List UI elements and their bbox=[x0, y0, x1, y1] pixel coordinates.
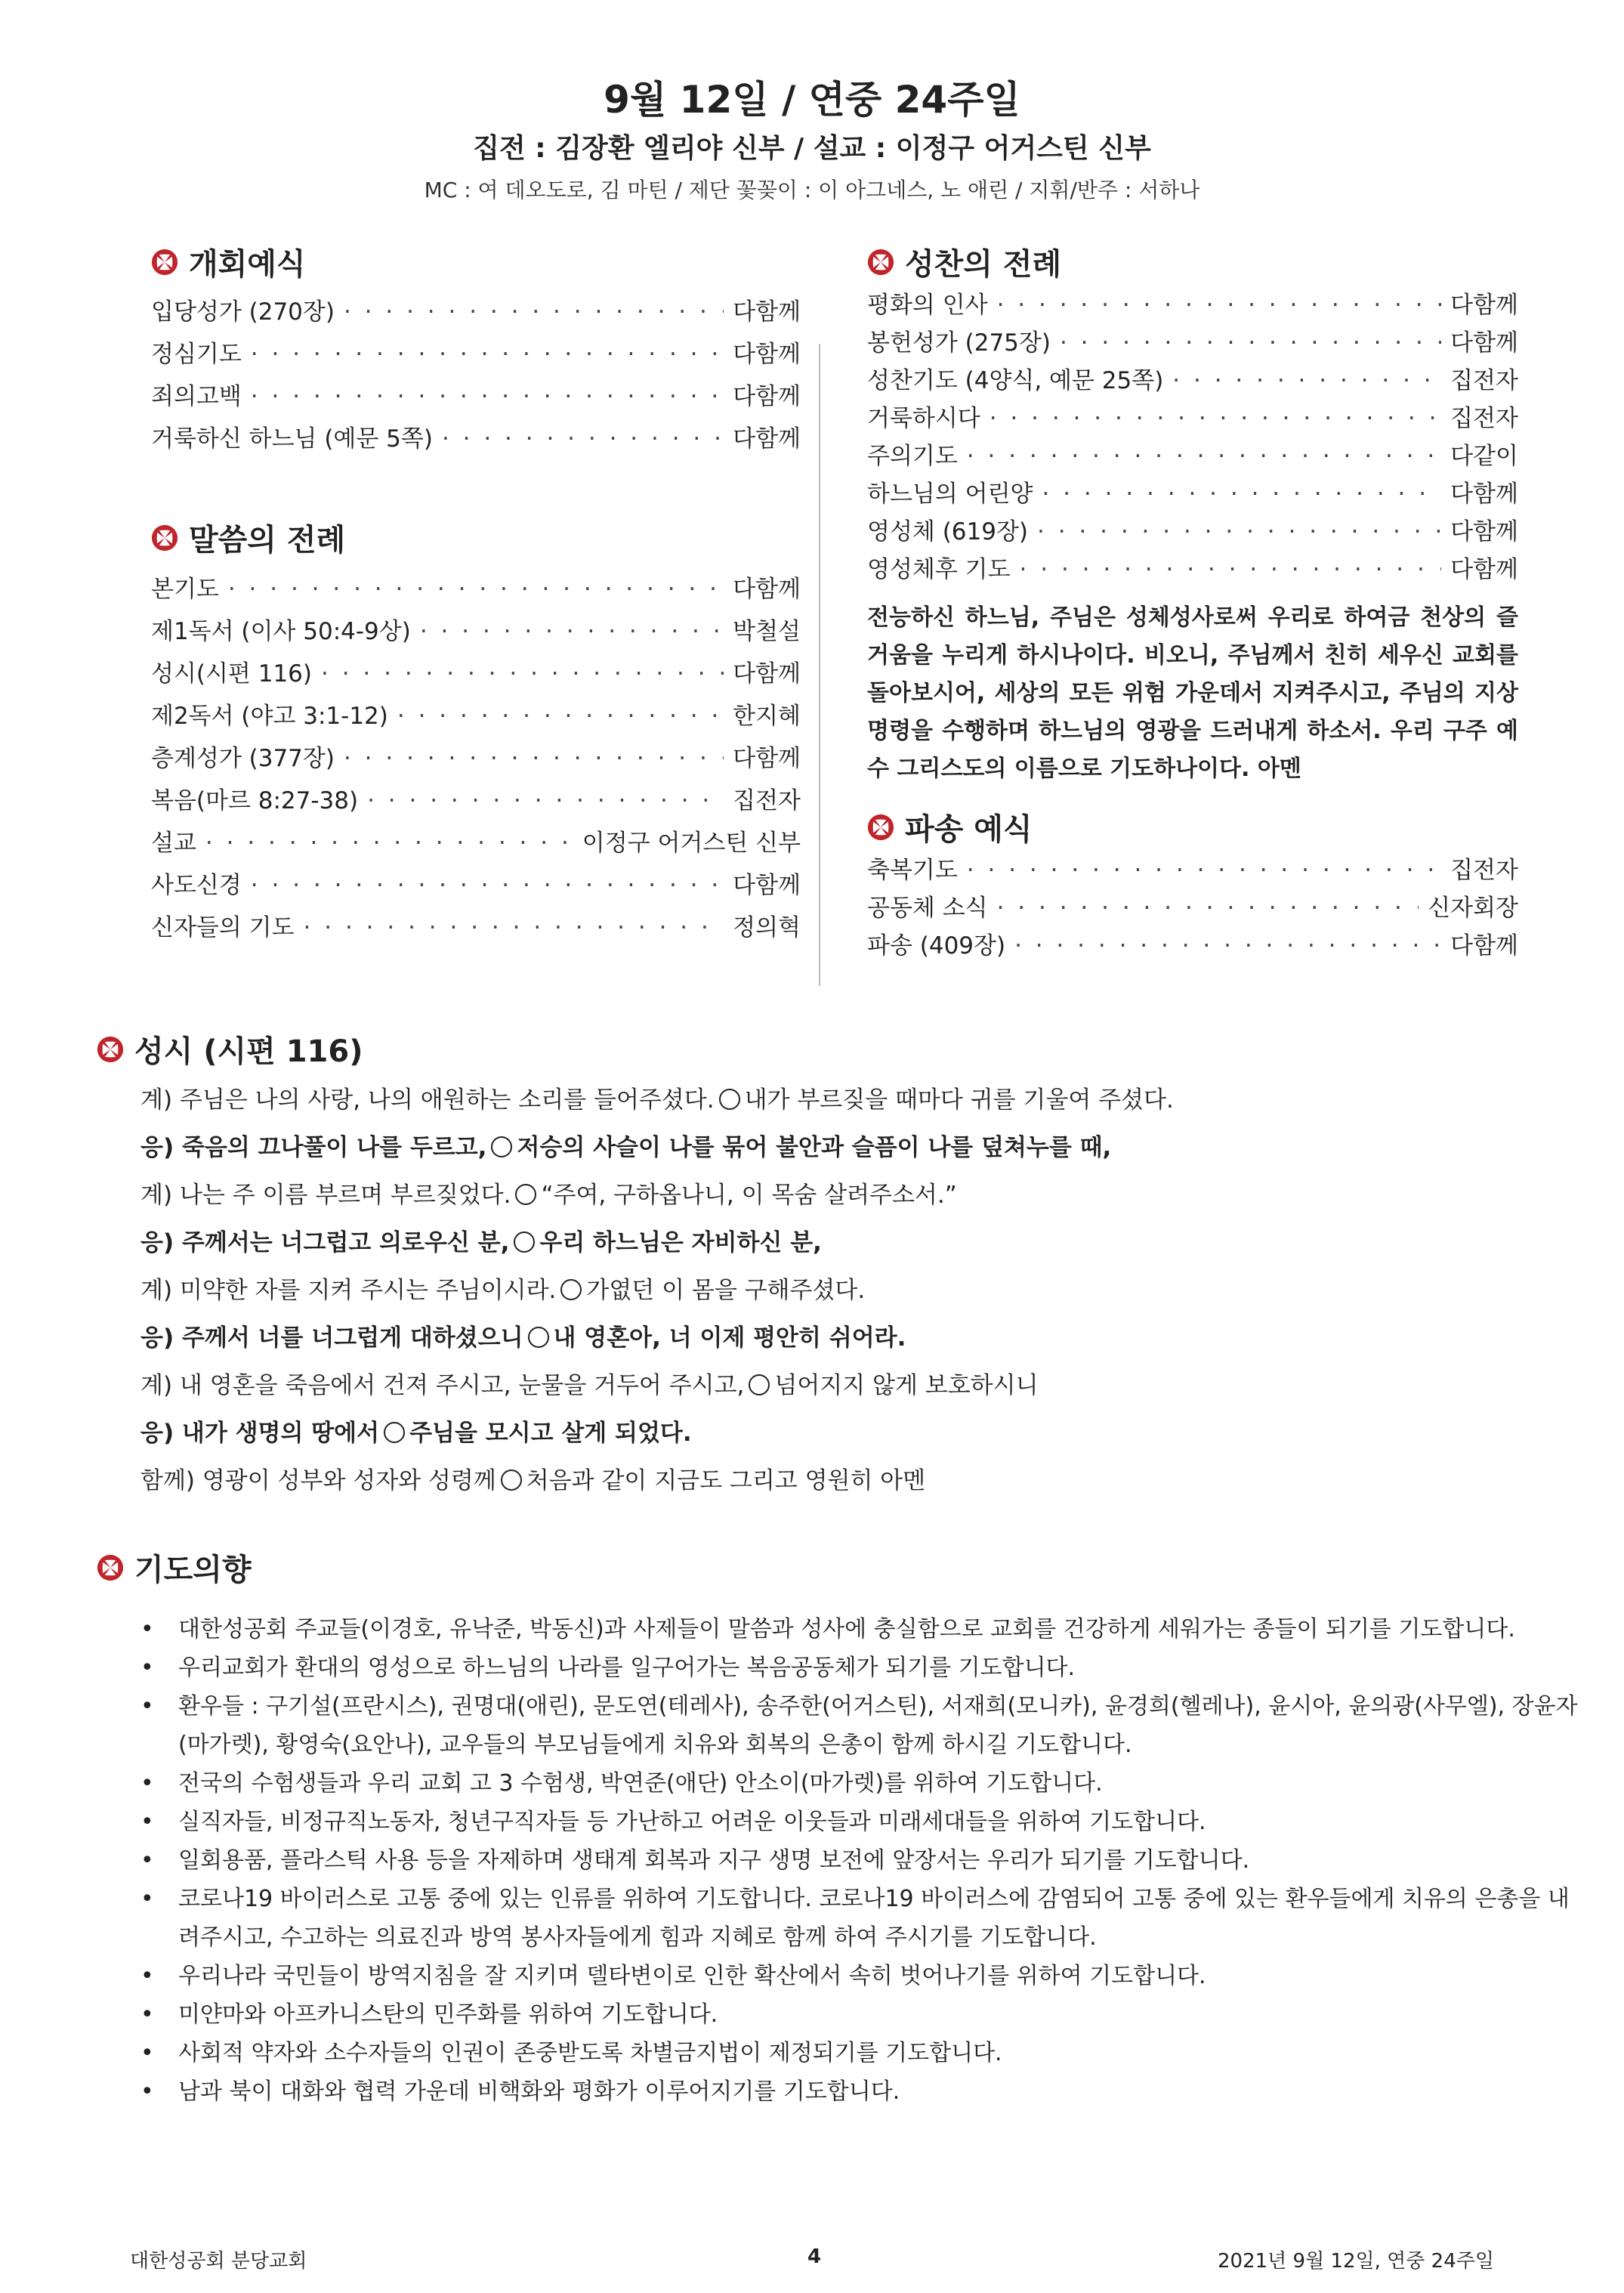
dismissal-heading bbox=[867, 805, 1518, 848]
psalm-heading-text: 성시 (시편 116) bbox=[134, 1034, 363, 1069]
psalm-text-b: 저승의 사슬이 나를 묶어 불안과 슬픔이 나를 덮쳐누를 때, bbox=[517, 1134, 1112, 1161]
cross-icon bbox=[867, 249, 894, 276]
intention-item: • 실직자들, 비정규직노동자, 청년구직자들 등 가난하고 어려운 이웃들과 미래세대들을 위하여 기도합니다. bbox=[140, 1803, 1585, 1841]
mc-line: MC : 여 데오도로, 김 마틴 / 제단 꽃꽂이 : 이 아그네스, 노 애린 / 지휘/반주 : 서하나 bbox=[424, 178, 1200, 202]
psalm-text-b: 내가 부르짖을 때마다 귀를 기울여 주셨다. bbox=[744, 1086, 1174, 1114]
list-item: 성시(시편 116) · · · 다함께 bbox=[151, 653, 801, 695]
list-item: 성찬기도 (4양식, 예문 25쪽) · · · 집전자 bbox=[867, 362, 1518, 400]
eucharist-heading-text: 성찬의 전례 bbox=[905, 247, 1062, 282]
pause-circle-icon bbox=[514, 1231, 535, 1253]
intention-item: • 우리나라 국민들이 방역지침을 잘 지키며 델타변이로 인한 확산에서 속히 벗어나기를 위하여 기도합니다. bbox=[140, 1957, 1585, 1995]
psalm-speaker: 응) bbox=[140, 1324, 174, 1352]
intention-item: • 환우들 : 구기설(프란시스), 권명대(애린), 문도연(테레사), 송주한(어거스틴), 서재희(모니카), 윤경희(헬레나), 윤시아, 윤의광(사무엘), 장윤자(마가렛), 황영숙(요안나), 교우들의 부모님들에게 치유와 회복의 은총이 함께 하시길 기도합니다. bbox=[140, 1687, 1585, 1764]
page-number: 4 bbox=[807, 2245, 822, 2268]
psalm-text-b: 넘어지지 않게 보호하시니 bbox=[774, 1372, 1039, 1399]
psalm-text-a: 내가 생명의 땅에서 bbox=[181, 1420, 380, 1447]
cross-icon bbox=[97, 1554, 124, 1581]
word-heading-text: 말씀의 전례 bbox=[189, 523, 346, 558]
psalm-text-a: 주께서 너를 너그럽게 대하셨으니 bbox=[181, 1324, 523, 1352]
list-item: 제2독서 (야고 3:1-12) · · · 한지혜 bbox=[151, 695, 801, 737]
list-item: 본기도 · · · 다함께 bbox=[151, 568, 801, 610]
eucharist-heading bbox=[867, 240, 1518, 283]
psalm-text-a: 주께서는 너그럽고 의로우신 분, bbox=[181, 1229, 510, 1256]
pause-circle-icon bbox=[491, 1136, 512, 1157]
intentions-heading-text: 기도의향 bbox=[134, 1553, 252, 1587]
intention-item: • 우리교회가 환대의 영성으로 하느님의 나라를 일구어가는 복음공동체가 되기를 기도합니다. bbox=[140, 1649, 1585, 1687]
list-item: 평화의 인사 · · · 다함께 bbox=[867, 286, 1518, 324]
psalm-line bbox=[140, 1172, 1532, 1219]
psalm-text-a: 내 영혼을 죽음에서 건져 주시고, 눈물을 거두어 주시고, bbox=[179, 1372, 745, 1399]
footer-date: 2021년 9월 12일, 연중 24주일 bbox=[1217, 2250, 1494, 2273]
psalm-section bbox=[97, 1028, 1532, 1505]
psalm-speaker: 응) bbox=[140, 1229, 174, 1256]
list-item: 거룩하시다 · · · 집전자 bbox=[867, 400, 1518, 437]
dismissal-heading-text: 파송 예식 bbox=[905, 812, 1033, 847]
psalm-line bbox=[140, 1362, 1532, 1410]
psalm-text-b: 주님을 모시고 살게 되었다. bbox=[409, 1420, 692, 1447]
intention-item: • 남과 북이 대화와 협력 가운데 비핵화와 평화가 이루어지기를 기도합니다. bbox=[140, 2072, 1585, 2111]
list-item: 제1독서 (이사 50:4-9상) · · · 박철설 bbox=[151, 610, 801, 653]
psalm-speaker: 계) bbox=[140, 1182, 173, 1209]
opening-heading-text: 개회예식 bbox=[189, 247, 306, 282]
list-item: 파송 (409장) · · · 다함께 bbox=[867, 927, 1518, 965]
dismissal-section bbox=[867, 805, 1518, 965]
intentions-heading bbox=[97, 1546, 1585, 1589]
list-item: 층계성가 (377장) · · · 다함께 bbox=[151, 737, 801, 780]
column-divider bbox=[819, 344, 820, 986]
intention-item: • 코로나19 바이러스로 고통 중에 있는 인류를 위하여 기도합니다. 코로나19 바이러스에 감염되어 고통 중에 있는 환우들에게 치유의 은총을 내려주시고, 수고하는 의료진과 방역 봉사자들에게 힘과 지혜로 함께 하여 주시기를 기도합니다. bbox=[140, 1880, 1585, 1957]
footer-church: 대한성공회 분당교회 bbox=[130, 2250, 307, 2273]
psalm-line bbox=[140, 1457, 1532, 1505]
word-section bbox=[151, 516, 801, 949]
psalm-speaker: 계) bbox=[140, 1372, 173, 1399]
psalm-line bbox=[140, 1077, 1532, 1124]
psalm-text-b: 가엾던 이 몸을 구해주셨다. bbox=[586, 1277, 866, 1304]
psalm-text-b: “주여, 구하옵나니, 이 목숨 살려주소서.” bbox=[541, 1182, 957, 1209]
cross-icon bbox=[151, 249, 178, 276]
list-item: 축복기도 · · · 집전자 bbox=[867, 851, 1518, 889]
list-item: 사도신경 · · · 다함께 bbox=[151, 864, 801, 907]
intention-item: • 미얀마와 아프카니스탄의 민주화를 위하여 기도합니다. bbox=[140, 1995, 1585, 2034]
list-item: 죄의고백 · · · 다함께 bbox=[151, 375, 801, 418]
psalm-text-b: 처음과 같이 지금도 그리고 영원히 아멘 bbox=[526, 1467, 926, 1494]
list-item: 공동체 소식 · · · 신자회장 bbox=[867, 889, 1518, 927]
psalm-text-a: 나는 주 이름 부르며 부르짖었다. bbox=[179, 1182, 511, 1209]
pause-circle-icon bbox=[719, 1089, 740, 1110]
pause-circle-icon bbox=[384, 1422, 405, 1443]
psalm-line bbox=[140, 1267, 1532, 1315]
psalm-line bbox=[140, 1410, 1532, 1457]
pause-circle-icon bbox=[501, 1469, 522, 1491]
list-item: 주의기도 · · · 다같이 bbox=[867, 437, 1518, 475]
intentions-section bbox=[97, 1546, 1585, 2111]
celebrant-line: 집전 : 김장환 엘리야 신부 / 설교 : 이정구 어거스틴 신부 bbox=[473, 133, 1151, 164]
list-item: 신자들의 기도 · · · 정의혁 bbox=[151, 907, 801, 949]
post-communion-prayer: 전능하신 하느님, 주님은 성체성사로써 우리로 하여금 천상의 즐거움을 누리게 하시나이다. 비오니, 주님께서 친히 세우신 교회를 돌아보시어, 세상의 모든 위험 가운데서 지켜주시고, 주님의 지상명령을 수행하며 하느님의 영광을 드러내게 하소서. 우리 구주 예수 그리스도의 이름으로 기도하나이다. 아멘 bbox=[867, 604, 1518, 782]
psalm-text-a: 죽음의 끄나풀이 나를 두르고, bbox=[181, 1134, 487, 1161]
cross-icon bbox=[151, 524, 178, 552]
psalm-speaker: 함께) bbox=[140, 1467, 195, 1494]
psalm-text-a: 주님은 나의 사랑, 나의 애원하는 소리를 들어주셨다. bbox=[179, 1086, 715, 1114]
list-item: 하느님의 어린양 · · · 다함께 bbox=[867, 475, 1518, 513]
list-item: 영성체 (619장) · · · 다함께 bbox=[867, 513, 1518, 551]
list-item: 복음(마르 8:27-38) · · · 집전자 bbox=[151, 780, 801, 822]
intention-item: • 대한성공회 주교들(이경호, 유낙준, 박동신)과 사제들이 말씀과 성사에 충실함으로 교회를 건강하게 세워가는 종들이 되기를 기도합니다. bbox=[140, 1610, 1585, 1649]
list-item: 영성체후 기도 · · · 다함께 bbox=[867, 551, 1518, 589]
pause-circle-icon bbox=[749, 1374, 770, 1395]
psalm-heading bbox=[97, 1028, 1532, 1071]
intention-item: • 사회적 약자와 소수자들의 인권이 존중받도록 차별금지법이 제정되기를 기도합니다. bbox=[140, 2034, 1585, 2072]
list-item: 봉헌성가 (275장) · · · 다함께 bbox=[867, 324, 1518, 362]
pause-circle-icon bbox=[560, 1279, 582, 1300]
pause-circle-icon bbox=[515, 1184, 536, 1205]
list-item: 정심기도 · · · 다함께 bbox=[151, 333, 801, 375]
pause-circle-icon bbox=[528, 1327, 549, 1348]
psalm-line bbox=[140, 1315, 1532, 1362]
psalm-line bbox=[140, 1219, 1532, 1267]
page-title: 9월 12일 / 연중 24주일 bbox=[604, 78, 1020, 122]
list-item: 설교 · · · 이정구 어거스틴 신부 bbox=[151, 822, 801, 864]
list-item: 거룩하신 하느님 (예문 5쪽) · · · 다함께 bbox=[151, 418, 801, 460]
psalm-text-a: 미약한 자를 지켜 주시는 주님이시라. bbox=[179, 1277, 557, 1304]
psalm-line bbox=[140, 1124, 1532, 1172]
list-item: 입당성가 (270장) · · · 다함께 bbox=[151, 291, 801, 333]
psalm-speaker: 응) bbox=[140, 1420, 174, 1447]
cross-icon bbox=[97, 1036, 124, 1063]
psalm-speaker: 계) bbox=[140, 1277, 173, 1304]
eucharist-section bbox=[867, 240, 1518, 788]
psalm-text-a: 영광이 성부와 성자와 성령께 bbox=[202, 1467, 496, 1494]
psalm-text-b: 우리 하느님은 자비하신 분, bbox=[539, 1229, 822, 1256]
intention-item: • 일회용품, 플라스틱 사용 등을 자제하며 생태계 회복과 지구 생명 보전에 앞장서는 우리가 되기를 기도합니다. bbox=[140, 1841, 1585, 1880]
opening-heading bbox=[151, 240, 801, 283]
cross-icon bbox=[867, 814, 894, 841]
opening-section bbox=[151, 240, 801, 460]
word-heading bbox=[151, 516, 801, 559]
intention-item: • 전국의 수험생들과 우리 교회 고 3 수험생, 박연준(애단) 안소이(마가렛)를 위하여 기도합니다. bbox=[140, 1764, 1585, 1803]
psalm-speaker: 계) bbox=[140, 1086, 173, 1114]
psalm-text-b: 내 영혼아, 너 이제 평안히 쉬어라. bbox=[553, 1324, 906, 1352]
psalm-speaker: 응) bbox=[140, 1134, 174, 1161]
